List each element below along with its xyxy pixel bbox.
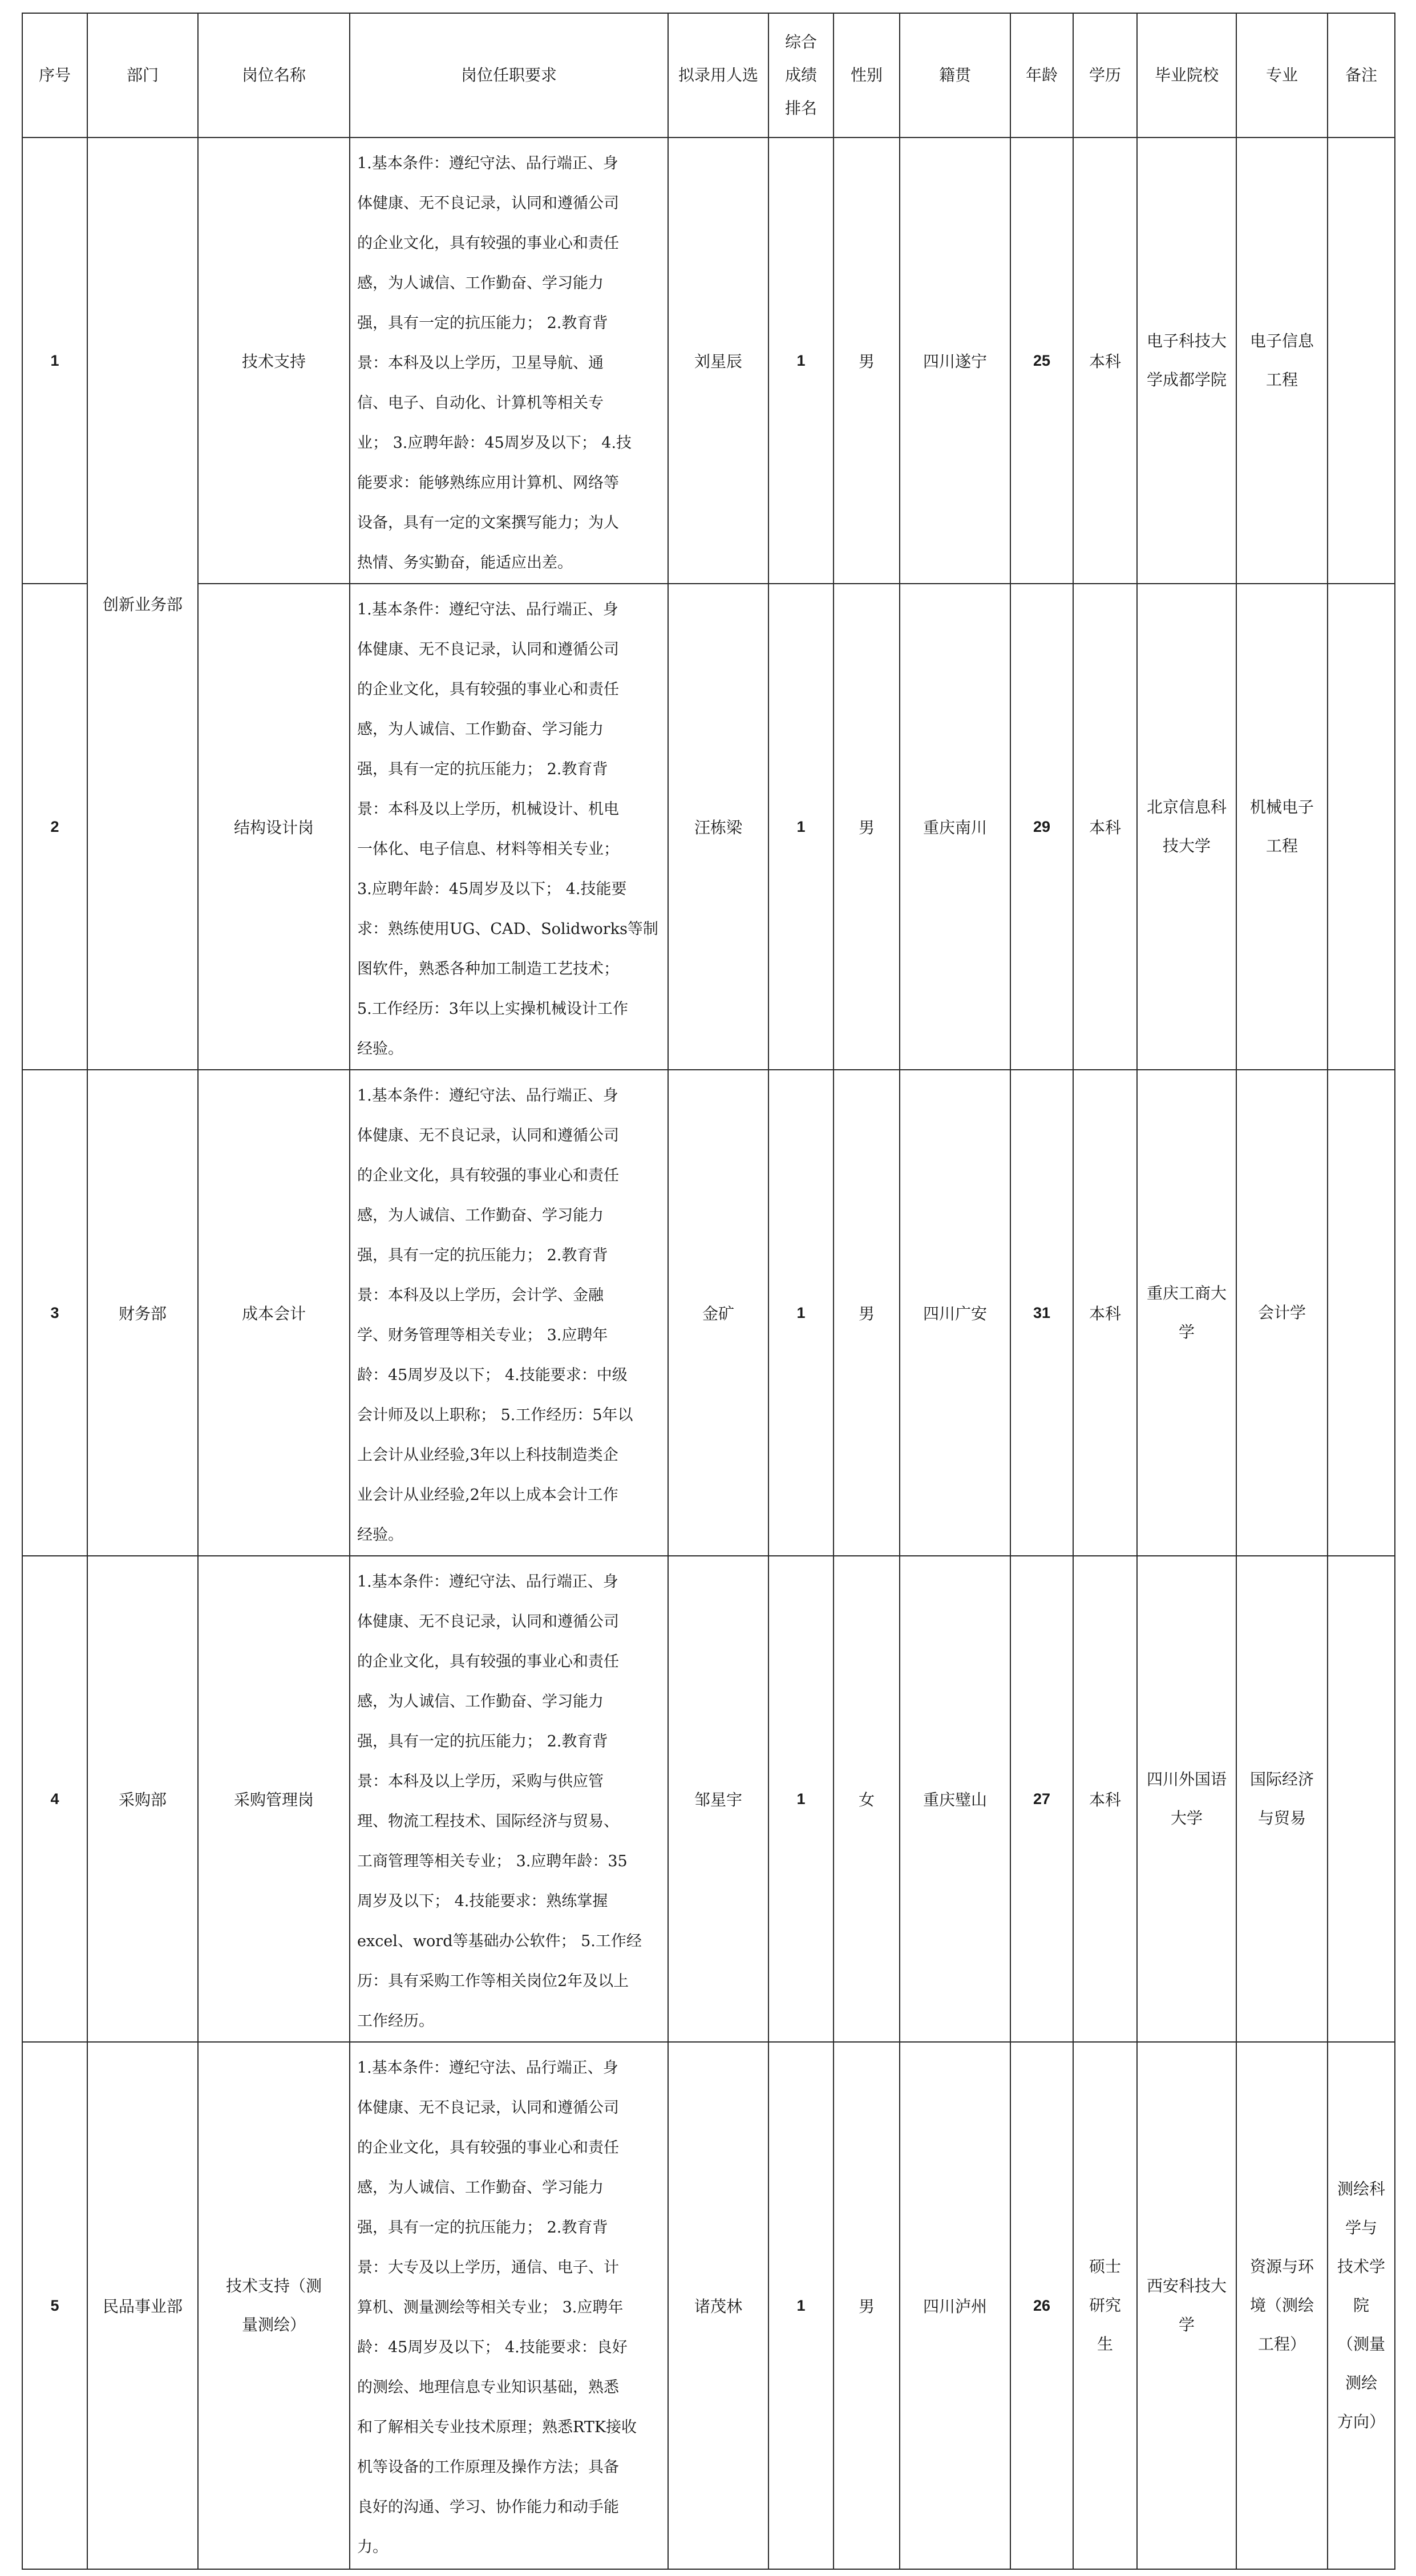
recruitment-table — [22, 13, 1395, 2570]
table-row — [22, 1070, 1395, 1556]
education-cell: 本科 — [1073, 1070, 1137, 1556]
remarks-cell — [1328, 584, 1395, 1070]
gender-cell: 男 — [834, 1070, 900, 1556]
header-age: 年龄 — [1010, 13, 1073, 138]
position-cell: 技术支持（测 量测绘） — [198, 2042, 350, 2569]
rank-cell: 1 — [768, 138, 834, 584]
gender-cell: 男 — [834, 584, 900, 1070]
native-place-cell: 四川泸州 — [900, 2042, 1010, 2569]
requirements-cell: 1.基本条件：遵纪守法、品行端正、身 体健康、无不良记录，认同和遵循公司 的企业文化，具有较强的事业心和责任 感，为人诚信、工作勤奋、学习能力 强，具有一定的抗压能力； 2.教育背 景：大专及以上学历，通信、电子、计 算机、测量测绘等相关专业； 3.应聘年 龄：45周岁及以下； 4.技能要求：良好 的测绘、地理信息专业知识基础，熟悉 和了解相关专业技术原理；熟悉RTK接收 机等设备的工作原理及操作方法；具备 良好的沟通、学习、协作能力和动手能 力。 — [350, 2042, 668, 2569]
rank-cell: 1 — [768, 2042, 834, 2569]
gender-cell: 女 — [834, 1556, 900, 2042]
requirements-cell: 1.基本条件：遵纪守法、品行端正、身 体健康、无不良记录，认同和遵循公司 的企业文化，具有较强的事业心和责任 感，为人诚信、工作勤奋、学习能力 强，具有一定的抗压能力； 2.教育背 景：本科及以上学历，采购与供应管 理、物流工程技术、国际经济与贸易、 工商管理等相关专业； 3.应聘年龄：35 周岁及以下； 4.技能要求：熟练掌握 excel、word等基础办公软件； 5.工作经 历：具有采购工作等相关岗位2年及以上 工作经历。 — [350, 1556, 668, 2042]
table-row — [22, 138, 1395, 584]
row-index: 1 — [22, 138, 87, 584]
major-cell: 资源与环 境（测绘 工程） — [1236, 2042, 1328, 2569]
school-cell: 北京信息科 技大学 — [1137, 584, 1236, 1070]
position-cell: 采购管理岗 — [198, 1556, 350, 2042]
school-cell: 四川外国语 大学 — [1137, 1556, 1236, 2042]
department-cell: 财务部 — [87, 1070, 198, 1556]
candidate-cell: 汪栋梁 — [668, 584, 768, 1070]
header-department: 部门 — [87, 13, 198, 138]
table-row — [22, 2042, 1395, 2569]
gender-cell: 男 — [834, 2042, 900, 2569]
age-cell: 29 — [1010, 584, 1073, 1070]
requirements-cell: 1.基本条件：遵纪守法、品行端正、身 体健康、无不良记录，认同和遵循公司 的企业文化，具有较强的事业心和责任 感，为人诚信、工作勤奋、学习能力 强，具有一定的抗压能力； 2.教育背 景：本科及以上学历，卫星导航、通 信、电子、自动化、计算机等相关专 业； 3.应聘年龄：45周岁及以下； 4.技 能要求：能够熟练应用计算机、网络等 设备，具有一定的文案撰写能力；为人 热情、务实勤奋，能适应出差。 — [350, 138, 668, 584]
remarks-cell — [1328, 1070, 1395, 1556]
age-cell: 27 — [1010, 1556, 1073, 2042]
candidate-cell: 金矿 — [668, 1070, 768, 1556]
header-education: 学历 — [1073, 13, 1137, 138]
header-candidate: 拟录用人选 — [668, 13, 768, 138]
requirements-cell: 1.基本条件：遵纪守法、品行端正、身 体健康、无不良记录，认同和遵循公司 的企业文化，具有较强的事业心和责任 感，为人诚信、工作勤奋、学习能力 强，具有一定的抗压能力； 2.教育背 景：本科及以上学历，会计学、金融 学、财务管理等相关专业； 3.应聘年 龄：45周岁及以下； 4.技能要求：中级 会计师及以上职称； 5.工作经历：5年以 上会计从业经验,3年以上科技制造类企 业会计从业经验,2年以上成本会计工作 经验。 — [350, 1070, 668, 1556]
position-cell: 成本会计 — [198, 1070, 350, 1556]
candidate-cell: 诸茂林 — [668, 2042, 768, 2569]
education-cell: 硕士 研究 生 — [1073, 2042, 1137, 2569]
candidate-cell: 刘星辰 — [668, 138, 768, 584]
education-cell: 本科 — [1073, 584, 1137, 1070]
rank-cell: 1 — [768, 1556, 834, 2042]
position-cell: 结构设计岗 — [198, 584, 350, 1070]
native-place-cell: 四川广安 — [900, 1070, 1010, 1556]
age-cell: 26 — [1010, 2042, 1073, 2569]
department-cell: 民品事业部 — [87, 2042, 198, 2569]
header-row — [22, 13, 1395, 138]
header-school: 毕业院校 — [1137, 13, 1236, 138]
table-row — [22, 1556, 1395, 2042]
header-gender: 性别 — [834, 13, 900, 138]
remarks-cell — [1328, 1556, 1395, 2042]
row-index: 2 — [22, 584, 87, 1070]
major-cell: 国际经济 与贸易 — [1236, 1556, 1328, 2042]
remarks-cell: 测绘科学与 技术学院 （测量测绘 方向） — [1328, 2042, 1395, 2569]
education-cell: 本科 — [1073, 138, 1137, 584]
major-cell: 会计学 — [1236, 1070, 1328, 1556]
school-cell: 重庆工商大 学 — [1137, 1070, 1236, 1556]
header-major: 专业 — [1236, 13, 1328, 138]
header-remarks: 备注 — [1328, 13, 1395, 138]
remarks-cell — [1328, 138, 1395, 584]
position-cell: 技术支持 — [198, 138, 350, 584]
major-cell: 机械电子 工程 — [1236, 584, 1328, 1070]
department-cell: 创新业务部 — [87, 138, 198, 1070]
department-cell: 采购部 — [87, 1556, 198, 2042]
table-row — [22, 584, 1395, 1070]
native-place-cell: 重庆南川 — [900, 584, 1010, 1070]
major-cell: 电子信息 工程 — [1236, 138, 1328, 584]
row-index: 3 — [22, 1070, 87, 1556]
header-rank: 综合 成绩 排名 — [768, 13, 834, 138]
age-cell: 31 — [1010, 1070, 1073, 1556]
education-cell: 本科 — [1073, 1556, 1137, 2042]
requirements-cell: 1.基本条件：遵纪守法、品行端正、身 体健康、无不良记录，认同和遵循公司 的企业文化，具有较强的事业心和责任 感，为人诚信、工作勤奋、学习能力 强，具有一定的抗压能力； 2.教育背 景：本科及以上学历，机械设计、机电 一体化、电子信息、材料等相关专业； 3.应聘年龄：45周岁及以下； 4.技能要 求：熟练使用UG、CAD、Solidworks等制 图软件，熟悉各种加工制造工艺技术； 5.工作经历：3年以上实操机械设计工作 经验。 — [350, 584, 668, 1070]
header-position: 岗位名称 — [198, 13, 350, 138]
candidate-cell: 邹星宇 — [668, 1556, 768, 2042]
row-index: 5 — [22, 2042, 87, 2569]
native-place-cell: 四川遂宁 — [900, 138, 1010, 584]
native-place-cell: 重庆璧山 — [900, 1556, 1010, 2042]
header-requirements: 岗位任职要求 — [350, 13, 668, 138]
school-cell: 西安科技大 学 — [1137, 2042, 1236, 2569]
rank-cell: 1 — [768, 1070, 834, 1556]
rank-cell: 1 — [768, 584, 834, 1070]
header-native-place: 籍贯 — [900, 13, 1010, 138]
school-cell: 电子科技大 学成都学院 — [1137, 138, 1236, 584]
header-index: 序号 — [22, 13, 87, 138]
age-cell: 25 — [1010, 138, 1073, 584]
row-index: 4 — [22, 1556, 87, 2042]
gender-cell: 男 — [834, 138, 900, 584]
